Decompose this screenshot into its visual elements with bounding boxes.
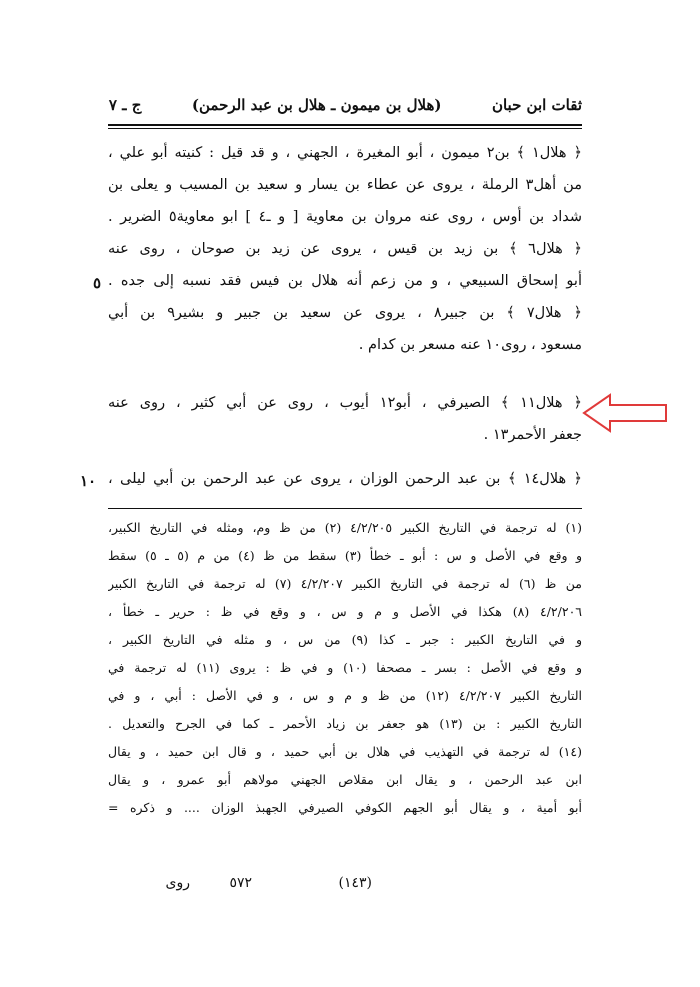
body-line: مسعود ، روى١٠ عنه مسعر بن كدام . bbox=[358, 337, 582, 353]
header-rule-thin bbox=[108, 128, 582, 129]
footnote-line: أبو أمية ، و يقال أبو الجهم الكوفي الصيرفي الجهبذ الوزان .... و ذكره = bbox=[108, 800, 582, 815]
footnote-rule bbox=[108, 508, 582, 509]
footer-catchword: روى bbox=[165, 875, 190, 891]
footnote-line: التاريخ الكبير : بن (١٣) هو جعفر بن زياد الأحمر ـ كما في الجرح والتعديل . bbox=[108, 716, 582, 731]
body-line: ﴿ هلال٧ ﴾ بن جبير٨ ، يروى عن سعيد بن جبير و بشير٩ بن أبي bbox=[108, 305, 582, 321]
body-line: شداد بن أوس ، روى عنه مروان بن معاوية [ و ـ٤ ] ابو معاوية٥ الضرير . bbox=[108, 209, 582, 225]
body-line: أبو إسحاق السبيعي ، و من زعم أنه هلال بن فيس فقد نسبه إلى جده . bbox=[108, 273, 582, 289]
body-line: ﴿ هلال١٤ ﴾ بن عبد الرحمن الوزان ، يروى عن عبد الرحمن بن أبي ليلى ، bbox=[108, 471, 582, 487]
footnote-line: و وقع في الأصل : بسر ـ مصحفا (١٠) و في ظ : يروى (١١) له ترجمة في bbox=[108, 660, 582, 675]
body-line-highlighted: ﴿ هلال١١ ﴾ الصيرفي ، أبو١٢ أيوب ، روى عن أبي كثير ، روى عنه bbox=[108, 395, 582, 411]
footnote-line: و في التاريخ الكبير : جبر ـ كذا (٩) من س ، و مثله في التاريخ الكبير ، bbox=[108, 632, 582, 647]
line-number-10: ١٠ bbox=[80, 472, 97, 490]
page-footer bbox=[108, 870, 582, 896]
header-title: ثقات ابن حبان bbox=[491, 96, 582, 114]
body-line: ﴿ هلال١ ﴾ بن٢ ميمون ، أبو المغيرة ، الجهني ، و قد قيل : كنيته أبو علي ، bbox=[108, 145, 582, 161]
footnote-line: ابن عبد الرحمن ، و يقال ابن مقلاص الجهني مولاهم أبو عمرو ، و يقال bbox=[108, 772, 582, 787]
footer-page-number: ٥٧٢ bbox=[229, 875, 252, 891]
header-rule bbox=[108, 124, 582, 126]
header-range: (هلال بن ميمون ـ هلال بن عبد الرحمن) bbox=[191, 96, 442, 114]
running-header bbox=[108, 93, 582, 117]
line-number-5: ٥ bbox=[93, 274, 102, 292]
footnote-line: ٤/٢/٢٠٦ (٨) هكذا في الأصل و م و س ، و وقع في ظ : حرير ـ خطأ ، bbox=[108, 604, 582, 619]
header-volume: ج ـ ٧ bbox=[108, 96, 142, 114]
footnote-line: (١) له ترجمة في التاريخ الكبير ٤/٢/٢٠٥ (٢) من ظ وم، ومثله في التاريخ الكبير، bbox=[108, 520, 582, 535]
footer-section: (١٤٣) bbox=[338, 875, 372, 891]
footnote-line: التاريخ الكبير ٤/٢/٢٠٧ (١٢) من ظ و م و س ، و في الأصل : أبي ، و في bbox=[108, 688, 582, 703]
body-line: ﴿ هلال٦ ﴾ بن زيد بن قيس ، يروى عن زيد بن صوحان ، روى عنه bbox=[108, 241, 582, 257]
body-line: جعفر الأحمر١٣ . bbox=[483, 427, 582, 443]
footnote-line: و وقع في الأصل و س : أبو ـ خطأ (٣) سقط من ظ (٤) من م (٥ ـ ٥) سقط bbox=[108, 548, 582, 563]
arrow-shape bbox=[584, 395, 666, 431]
footnote-line: (١٤) له ترجمة في التهذيب في هلال بن أبي حميد ، و قال ابن حميد ، و يقال bbox=[108, 744, 582, 759]
left-arrow-icon bbox=[582, 392, 670, 434]
footnote-line: من ظ (٦) له ترجمة في التاريخ الكبير ٤/٢/٢٠٧ (٧) له ترجمة في التاريخ الكبير bbox=[108, 576, 582, 591]
body-line: من أهل٣ الرملة ، يروى عن عطاء بن يسار و سعيد بن المسيب و يعلى بن bbox=[108, 177, 582, 193]
